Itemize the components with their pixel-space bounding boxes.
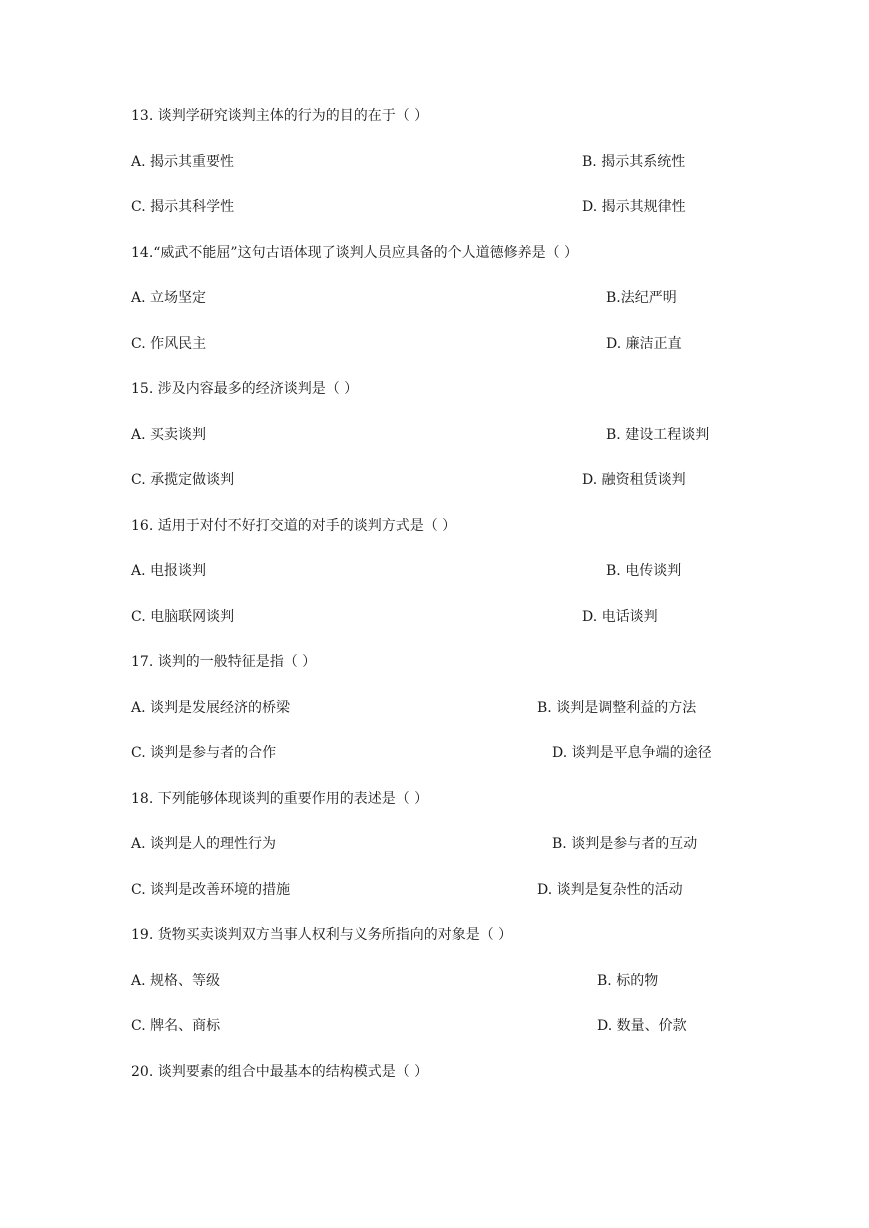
question-19-option-a: A. 规格、等级 — [131, 973, 221, 989]
question-13-option-d: D. 揭示其规律性 — [582, 199, 686, 215]
question-16-option-c: C. 电脑联网谈判 — [131, 609, 235, 625]
question-14-option-c: C. 作风民主 — [131, 336, 207, 352]
question-15-option-c: C. 承揽定做谈判 — [131, 472, 235, 488]
question-18-option-b: B. 谈判是参与者的互动 — [552, 836, 698, 852]
question-16-option-b: B. 电传谈判 — [606, 563, 682, 579]
question-16-option-a: A. 电报谈判 — [131, 563, 207, 579]
question-16-option-d: D. 电话谈判 — [582, 609, 658, 625]
question-18-option-a: A. 谈判是人的理性行为 — [131, 836, 277, 852]
question-14-stem: 14.“威武不能屈”这句古语体现了谈判人员应具备的个人道德修养是（ ） — [131, 245, 579, 261]
question-17-option-d: D. 谈判是平息争端的途径 — [552, 745, 712, 761]
question-19-stem: 19. 货物买卖谈判双方当事人权利与义务所指向的对象是（ ） — [131, 927, 513, 943]
question-19-option-c: C. 牌名、商标 — [131, 1018, 221, 1034]
question-18-option-d: D. 谈判是复杂性的活动 — [537, 882, 683, 898]
question-14-option-a: A. 立场坚定 — [131, 290, 207, 306]
question-15-option-d: D. 融资租赁谈判 — [582, 472, 686, 488]
question-20-stem: 20. 谈判要素的组合中最基本的结构模式是（ ） — [131, 1064, 429, 1080]
question-13-stem: 13. 谈判学研究谈判主体的行为的目的在于（ ） — [131, 108, 429, 124]
question-17-option-c: C. 谈判是参与者的合作 — [131, 745, 277, 761]
question-13-option-c: C. 揭示其科学性 — [131, 199, 235, 215]
question-15-option-b: B. 建设工程谈判 — [606, 427, 710, 443]
question-13-option-b: B. 揭示其系统性 — [582, 154, 686, 170]
question-13-option-a: A. 揭示其重要性 — [131, 154, 235, 170]
question-17-stem: 17. 谈判的一般特征是指（ ） — [131, 654, 317, 670]
question-18-option-c: C. 谈判是改善环境的措施 — [131, 882, 291, 898]
question-14-option-b: B.法纪严明 — [606, 290, 677, 306]
question-14-option-d: D. 廉洁正直 — [606, 336, 682, 352]
question-19-option-d: D. 数量、价款 — [597, 1018, 687, 1034]
question-17-option-b: B. 谈判是调整利益的方法 — [537, 700, 697, 716]
question-15-stem: 15. 涉及内容最多的经济谈判是（ ） — [131, 381, 359, 397]
question-16-stem: 16. 适用于对付不好打交道的对手的谈判方式是（ ） — [131, 518, 457, 534]
question-15-option-a: A. 买卖谈判 — [131, 427, 207, 443]
question-17-option-a: A. 谈判是发展经济的桥梁 — [131, 700, 291, 716]
question-18-stem: 18. 下列能够体现谈判的重要作用的表述是（ ） — [131, 791, 429, 807]
question-19-option-b: B. 标的物 — [597, 973, 659, 989]
